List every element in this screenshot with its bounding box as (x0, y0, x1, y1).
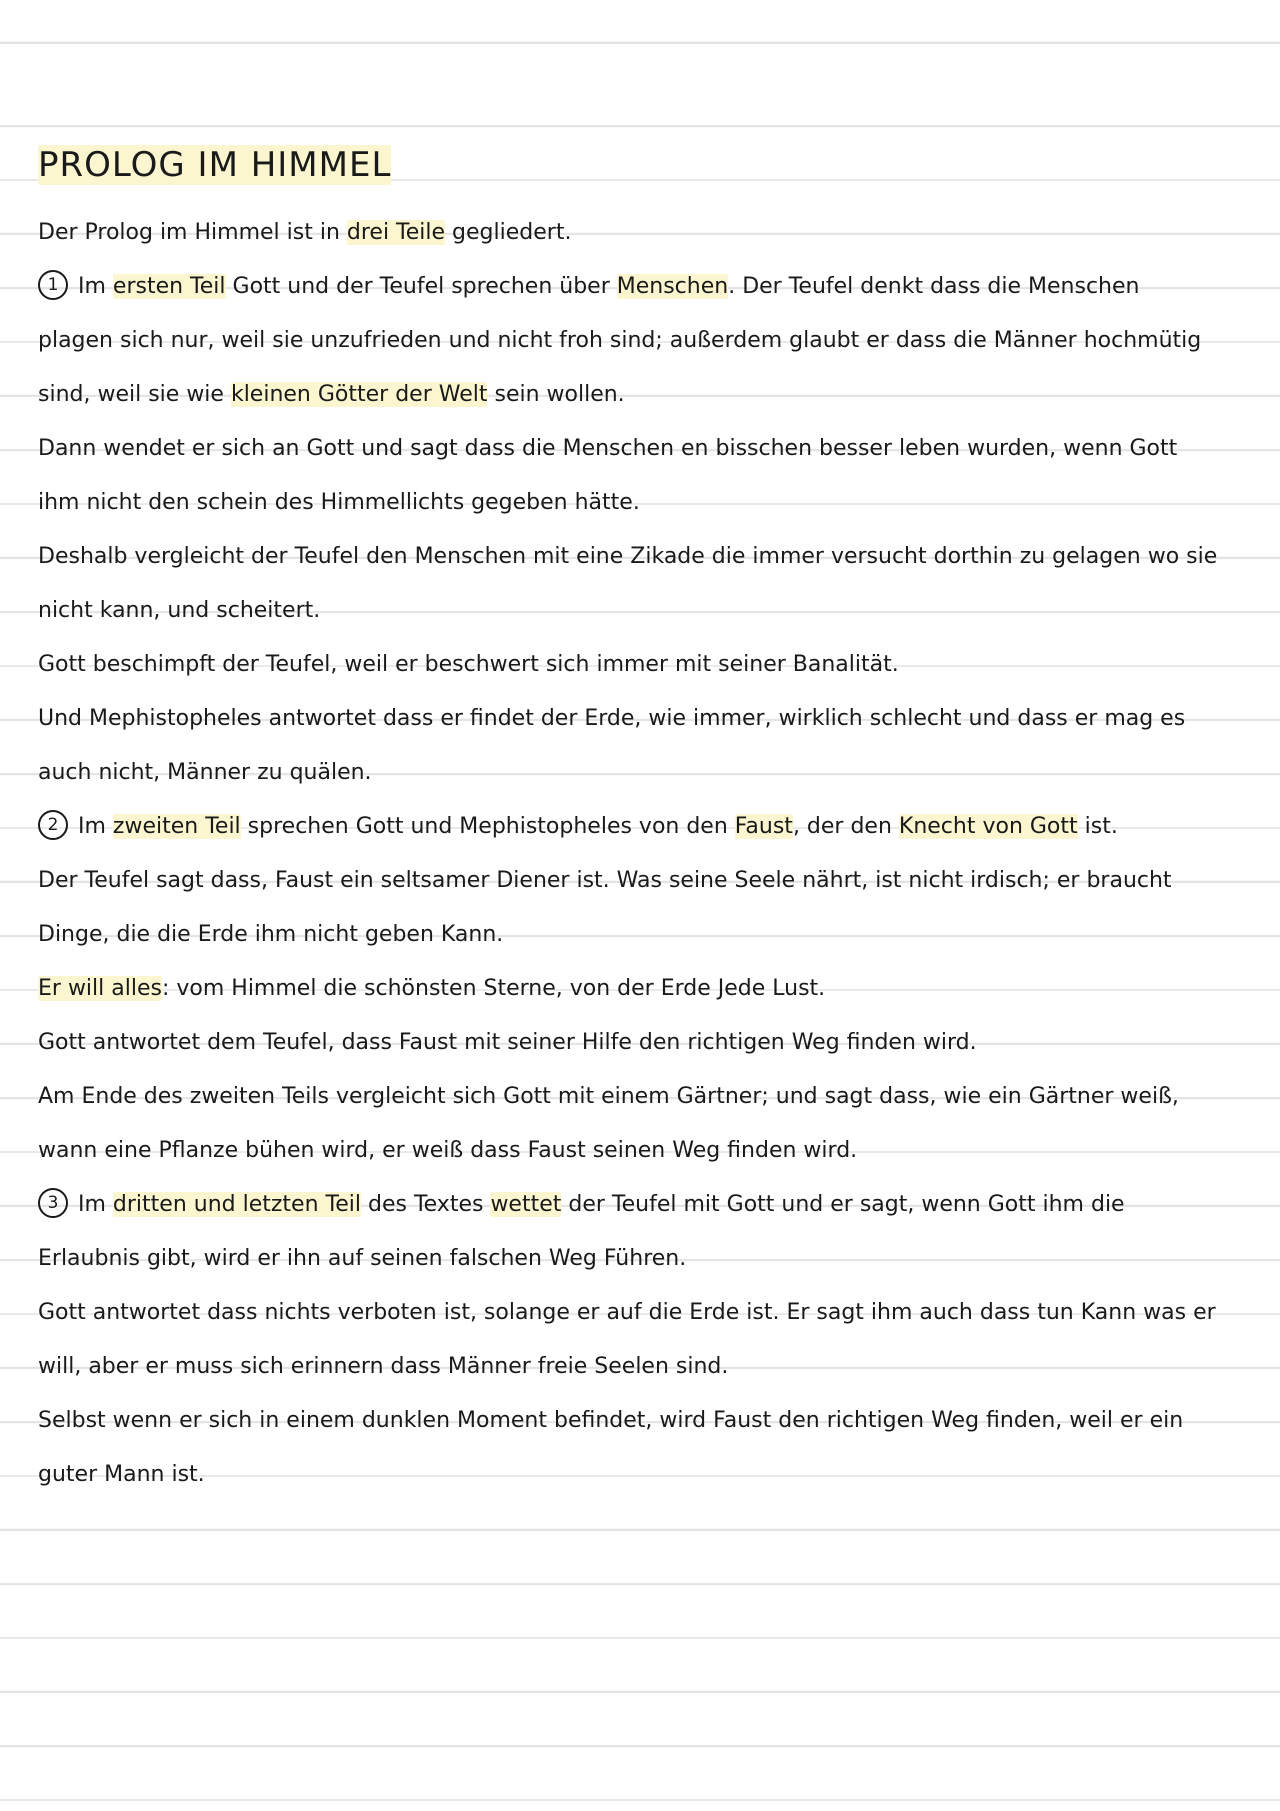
part1-highlight-3: kleinen Götter der Welt (230, 382, 488, 407)
note-body (38, 206, 1218, 1502)
part2-text-c: , der den (792, 814, 899, 839)
part1-paragraph-2: Dann wendet er sich an Gott und sagt dass die Menschen en bisschen besser leben wurden, wenn Gott ihm nicht den schein des Himmellichts gegeben hätte. (38, 436, 1178, 515)
part1-highlight-2: Menschen (616, 274, 729, 299)
part2-paragraph-3 (38, 962, 1218, 1016)
part1-paragraph-5: Und Mephistopheles antwortet dass er findet der Erde, wie immer, wirklich schlecht und dass er mag es auch nicht, Männer zu quälen. (38, 706, 1186, 785)
intro-text-end: gegliedert. (445, 220, 572, 245)
part2-text-a: Im (78, 814, 113, 839)
part1-paragraph (38, 260, 1218, 422)
part1-text-a: Im (78, 274, 113, 299)
part1-text-c: . Der Teufel denkt dass die Menschen plagen sich nur, weil sie unzufrieden und nicht froh sind; außerdem glaubt er dass die Männer hochmütig sind, weil sie wie (38, 274, 1202, 407)
part1-text-d: sein wollen. (487, 382, 625, 407)
part3-paragraph-2: Gott antwortet dass nichts verboten ist, solange er auf die Erde ist. Er sagt ihm auch dass tun Kann was er will, aber er muss sich erinnern dass Männer freie Seelen sind. (38, 1300, 1216, 1379)
part3-text-c: der Teufel mit Gott und er sagt, wenn Gott ihm die Erlaubnis gibt, wird er ihn auf seinen falschen Weg Führen. (38, 1192, 1125, 1271)
part1-number-circle: 1 (38, 270, 68, 300)
part1-paragraph-4: Gott beschimpft der Teufel, weil er beschwert sich immer mit seiner Banalität. (38, 652, 899, 677)
title-highlight: PROLOG IM HIMMEL (38, 145, 392, 185)
part3-text-a: Im (78, 1192, 113, 1217)
part3-text-b: des Textes (361, 1192, 491, 1217)
part2-text-b: sprechen Gott und Mephistopheles von den (240, 814, 735, 839)
part2-paragraph (38, 800, 1218, 854)
page-title (38, 142, 391, 188)
part3-number-circle: 3 (38, 1188, 68, 1218)
part2-highlight-3: Knecht von Gott (898, 814, 1078, 839)
part2-text-e: : vom Himmel die schönsten Sterne, von der Erde Jede Lust. (161, 976, 826, 1001)
part3-highlight-2: wettet (490, 1192, 562, 1217)
part1-text-b: Gott und der Teufel sprechen über (225, 274, 617, 299)
part1-highlight-1: ersten Teil (112, 274, 226, 299)
part1-paragraph-3: Deshalb vergleicht der Teufel den Menschen mit eine Zikade die immer versucht dorthin zu gelagen wo sie nicht kann, und scheitert. (38, 544, 1218, 623)
part2-paragraph-4: Gott antwortet dem Teufel, dass Faust mit seiner Hilfe den richtigen Weg finden wird. (38, 1030, 977, 1055)
part2-paragraph-2: Der Teufel sagt dass, Faust ein seltsamer Diener ist. Was seine Seele nährt, ist nicht irdisch; er braucht Dinge, die die Erde ihm nicht geben Kann. (38, 868, 1172, 947)
part2-number-circle: 2 (38, 810, 68, 840)
part2-highlight-4: Er will alles (38, 976, 162, 1001)
part3-paragraph-3: Selbst wenn er sich in einem dunklen Moment befindet, wird Faust den richtigen Weg finden, weil er ein guter Mann ist. (38, 1408, 1184, 1487)
part2-paragraph-5: Am Ende des zweiten Teils vergleicht sich Gott mit einem Gärtner; und sagt dass, wie ein Gärtner weiß, wann eine Pflanze bühen wird, er weiß dass Faust seinen Weg finden wird. (38, 1084, 1179, 1163)
part3-highlight-1: dritten und letzten Teil (112, 1192, 361, 1217)
intro-highlight: drei Teile (346, 220, 446, 245)
part3-paragraph (38, 1178, 1218, 1286)
intro-paragraph (38, 206, 1218, 260)
part2-highlight-2: Faust (734, 814, 793, 839)
intro-text: Der Prolog im Himmel ist in (38, 220, 347, 245)
part2-highlight-1: zweiten Teil (112, 814, 241, 839)
part2-text-d: ist. (1077, 814, 1118, 839)
